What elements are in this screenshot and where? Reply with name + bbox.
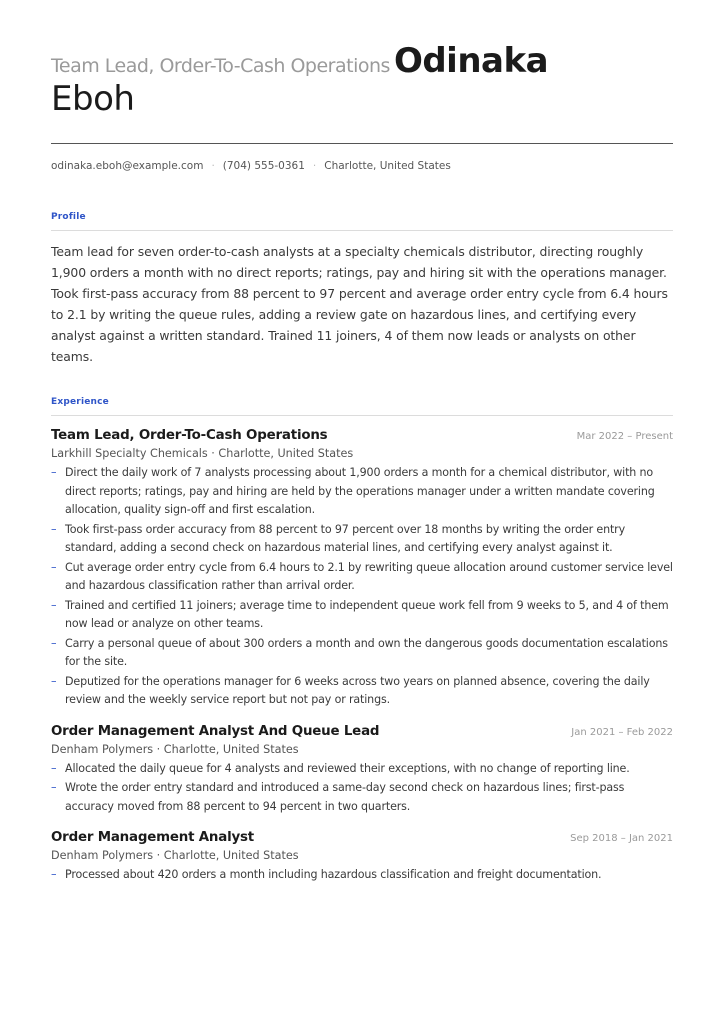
dash-icon: – [51,466,57,480]
job-bullets [51,866,673,885]
job-bullet-text: Direct the daily work of 7 analysts processing about 1,900 orders a month for a chemical distributor, with no direct reports; ratings, pay and hiring are held by the operations manager under a written mandate covering allocation, quality sign-off and first escalation. [65,466,655,517]
dash-icon: – [51,598,57,612]
job-bullet [51,760,673,779]
job-entry [51,830,673,885]
dash-icon: – [51,636,57,650]
contact-separator: · [312,160,317,173]
resume-header [51,41,673,119]
header-divider [51,143,673,144]
job-bullet-text: Cut average order entry cycle from 6.4 hours to 2.1 by rewriting queue allocation around customer service level and hazardous classification rather than arrival order. [65,560,673,593]
job-organization: Denham Polymers · Charlotte, United States [51,742,299,756]
job-title: Team Lead, Order-To-Cash Operations [51,428,328,444]
profile-divider [51,230,673,231]
job-bullet [51,866,673,885]
job-bullet-text: Wrote the order entry standard and introduced a same-day second check on hazardous lines; first-pass accuracy moved from 88 percent to 94 percent in two quarters. [65,781,625,813]
header-role: Team Lead, Order-To-Cash Operations [51,55,390,77]
job-header [51,724,673,739]
job-bullet-text: Took first-pass order accuracy from 88 percent to 97 percent over 18 months by writing the order entry standard, adding a second check on hazardous material lines, and certifying every analyst against it. [65,522,626,555]
experience-divider [51,415,673,416]
experience-section-label: Experience [51,397,109,408]
job-bullet [51,597,673,634]
job-header [51,428,673,443]
profile-section-label: Profile [51,212,86,223]
job-bullet [51,673,673,710]
job-bullet-text: Trained and certified 11 joiners; average time to independent queue work fell from 9 weeks to 5, and 4 of them now lead or analyze on other teams. [65,598,669,631]
contact-location: Charlotte, United States [324,160,451,173]
job-bullet-text: Carry a personal queue of about 300 orders a month and own the dangerous goods documentation escalations for the site. [65,636,668,669]
profile-summary: Team lead for seven order-to-cash analysts at a specialty chemicals distributor, directing roughly 1,900 orders a month with no direct reports; ratings, pay and hiring sit with the operations manager. Took first-pass accuracy from 88 percent to 97 percent and average order entry cycle from 6.4 hours to 2.1 by writing the queue rules, adding a review gate on hazardous lines, and certifying every analyst against a written standard. Trained 11 joiners, 4 of them now leads or analysts on other teams. [51,244,668,365]
contact-separator: · [211,160,215,173]
experience-list [51,428,673,885]
job-bullet [51,559,673,596]
job-header [51,830,673,845]
contact-email[interactable]: odinaka.eboh@example.com [51,160,204,173]
dash-icon: – [51,761,57,775]
dash-icon: – [51,560,57,574]
dash-icon: – [51,868,57,882]
job-dates: Jan 2021 – Feb 2022 [571,726,673,738]
job-title: Order Management Analyst [51,830,254,846]
job-bullet-text: Allocated the daily queue for 4 analysts and reviewed their exceptions, with no change of reporting line. [65,761,630,775]
job-bullet [51,779,673,816]
job-bullet [51,464,673,520]
contact-phone[interactable]: (704) 555-0361 [222,160,305,173]
dash-icon: – [51,674,57,688]
contact-line [51,160,673,172]
job-bullet-text: Deputized for the operations manager for 6 weeks across two years on planned absence, covering the daily review and the weekly service report but not pay or ratings. [65,674,650,707]
job-entry [51,428,673,710]
header-last-name: Eboh [51,78,135,119]
job-bullets [51,760,673,817]
job-organization: Larkhill Specialty Chemicals · Charlotte, United States [51,447,354,461]
job-organization: Denham Polymers · Charlotte, United States [51,849,299,863]
dash-icon: – [51,522,57,536]
job-dates: Sep 2018 – Jan 2021 [570,833,673,845]
job-entry [51,724,673,817]
dash-icon: – [51,781,57,795]
job-bullet [51,635,673,672]
job-bullet-text: Processed about 420 orders a month including hazardous classification and freight documentation. [65,868,602,882]
job-title: Order Management Analyst And Queue Lead [51,723,380,739]
header-first-name: Odinaka [393,41,549,81]
job-bullet [51,521,673,558]
job-dates: Mar 2022 – Present [576,431,673,443]
job-bullets [51,464,673,710]
